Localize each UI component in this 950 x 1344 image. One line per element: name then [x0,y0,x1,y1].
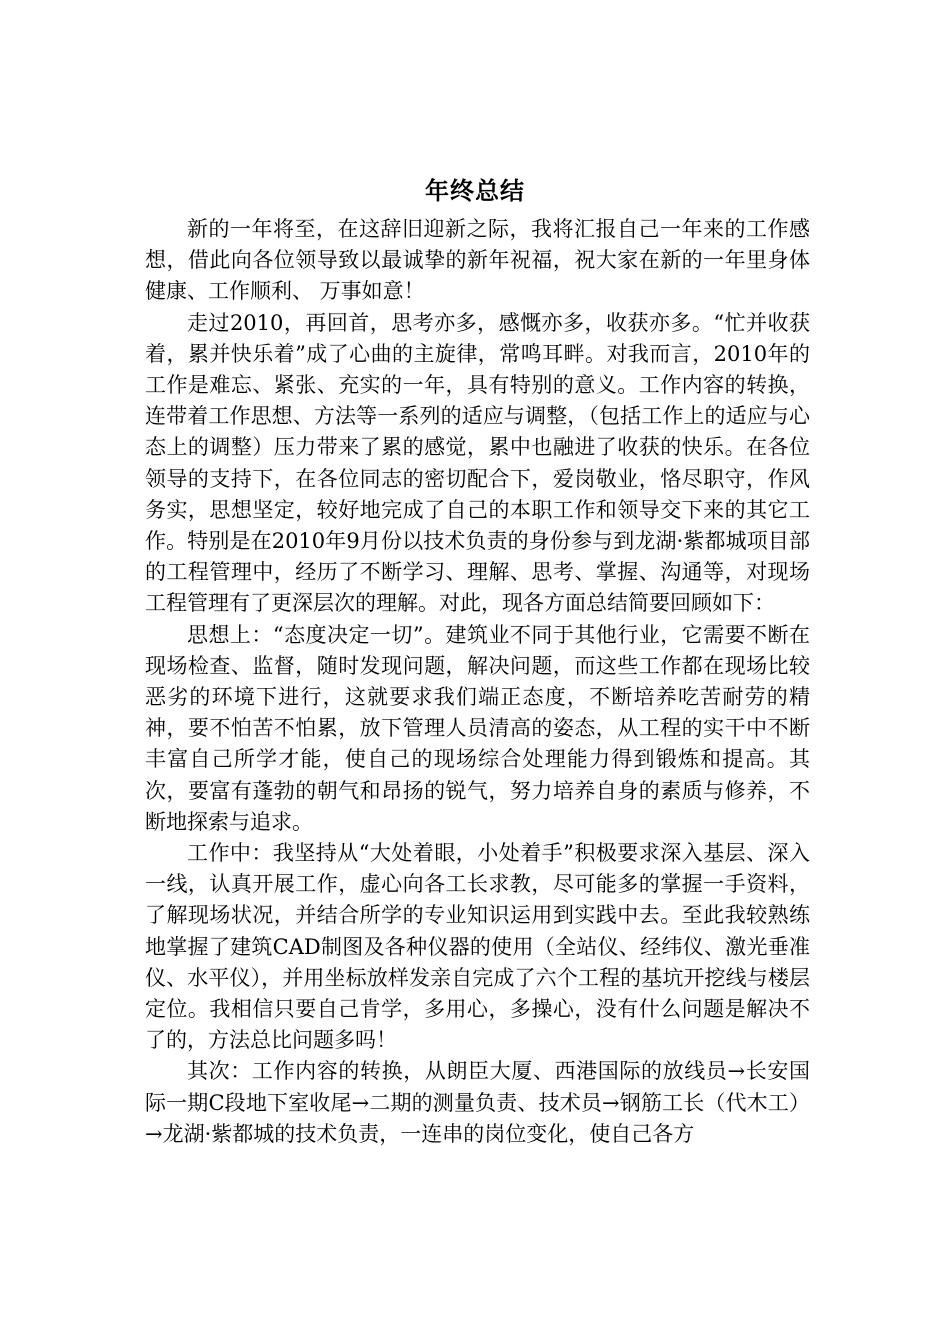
paragraph-work: 工作中：我坚持从“大处着眼，小处着手”积极要求深入基层、深入一线，认真开展工作，虚心向各工长求教，尽可能多的掌握一手资料，了解现场状况，并结合所学的专业知识运用到实践中去。至此我较熟练地掌握了建筑CAD制图及各种仪器的使用（全站仪、经纬仪、激光垂准仪、水平仪），并用坐标放样发亲自完成了六个工程的基坑开挖线与楼层定位。我相信只要自己肯学，多用心，多操心，没有什么问题是解决不了的，方法总比问题多吗！ [145,841,810,1053]
document-body [145,214,810,1150]
paragraph-thinking: 思想上：“态度决定一切”。建筑业不同于其他行业，它需要不断在现场检查、监督，随时发现问题，解决问题，而这些工作都在现场比较恶劣的环境下进行，这就要求我们端正态度，不断培养吃苦耐劳的精神，要不怕苦不怕累，放下管理人员清高的姿态，从工程的实干中不断丰富自己所学才能，使自己的现场综合处理能力得到锻炼和提高。其次，要富有蓬勃的朝气和昂扬的锐气，努力培养自身的素质与修养，不断地探索与追求。 [145,622,810,834]
paragraph-greeting: 新的一年将至，在这辞旧迎新之际，我将汇报自己一年来的工作感想，借此向各位领导致以最诚挚的新年祝福，祝大家在新的一年里身体健康、工作顺利、 万事如意！ [145,217,810,304]
paragraph-roles: 其次：工作内容的转换，从朗臣大厦、西港国际的放线员→长安国际一期C段地下室收尾→二期的测量负责、技术员→钢筋工长（代木工）→龙湖·紫都城的技术负责，一连串的岗位变化，使自己各方 [145,1059,810,1146]
paragraph-overview: 走过2010，再回首，思考亦多，感慨亦多，收获亦多。“忙并收获着，累并快乐着”成了心曲的主旋律，常鸣耳畔。对我而言，2010年的工作是难忘、紧张、充实的一年，具有特别的意义。工作内容的转换，连带着工作思想、方法等一系列的适应与调整，（包括工作上的适应与心态上的调整）压力带来了累的感觉，累中也融进了收获的快乐。在各位领导的支持下，在各位同志的密切配合下，爱岗敬业，恪尽职守，作风务实，思想坚定，较好地完成了自己的本职工作和领导交下来的其它工作。特别是在2010年9月份以技术负责的身份参与到龙湖·紫都城项目部的工程管理中，经历了不断学习、理解、思考、掌握、沟通等，对现场工程管理有了更深层次的理解。对此，现各方面总结简要回顾如下： [145,310,810,616]
document-title: 年终总结 [425,177,525,205]
